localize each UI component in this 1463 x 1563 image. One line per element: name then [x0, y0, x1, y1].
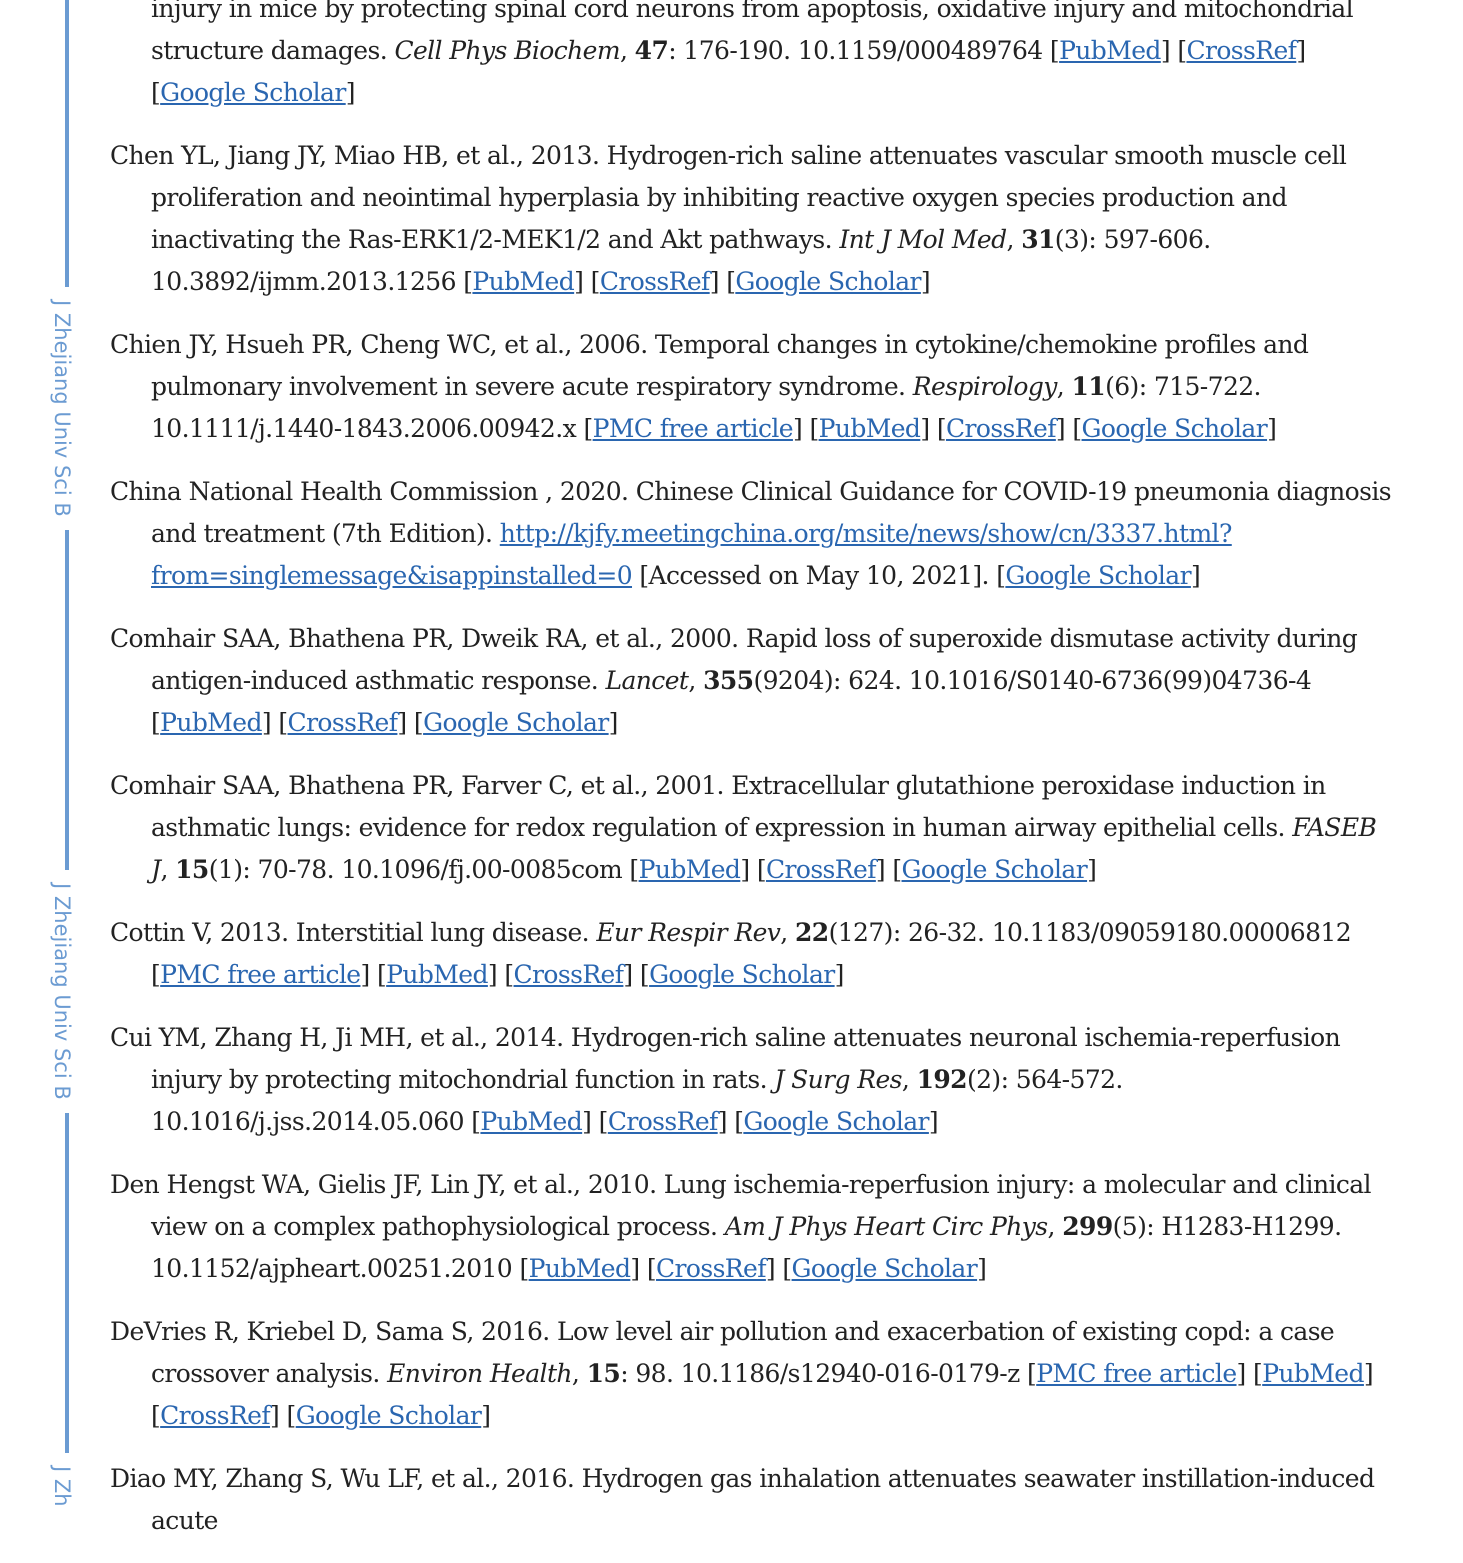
journal-name: Am J Phys Heart Circ Phys — [724, 1212, 1048, 1241]
reference-text: Cottin V, 2013. Interstitial lung disease. — [110, 918, 589, 947]
google-scholar-link[interactable]: Google Scholar — [743, 1107, 929, 1136]
google-scholar-link[interactable]: Google Scholar — [901, 855, 1088, 884]
reference-item: Comhair SAA, Bhathena PR, Dweik RA, et al., 2000. Rapid loss of superoxide dismutase activity during antigen-induced asthmatic response. Lancet, 355(9204): 624. 10.1016/S0140-6736(99)04736-4 [PubMed] [CrossRef] [Google Scholar] — [110, 624, 1358, 737]
reference-list — [110, 0, 1400, 1563]
reference-text: China National Health Commission , 2020. Chinese Clinical Guidance for COVID-19 pneumonia diagnosis and treatment (7th Edition). — [110, 477, 1391, 548]
citation-details: (9204): 624. 10.1016/S0140-6736(99)04736-4 — [753, 666, 1312, 695]
citation-details: (2): 564-572. 10.1016/j.jss.2014.05.060 — [151, 1065, 1123, 1136]
crossref-link[interactable]: CrossRef — [1186, 36, 1297, 65]
reference-item: Den Hengst WA, Gielis JF, Lin JY, et al., 2010. Lung ischemia-reperfusion injury: a molecular and clinical view on a complex pathophysiological process. Am J Phys Heart Circ Phys, 299(5): H1283-H1299. 10.1152/ajpheart.00251.2010 [PubMed] [CrossRef] [Google Scholar] — [110, 1170, 1371, 1283]
reference-text: Diao MY, Zhang S, Wu LF, et al., 2016. Hydrogen gas inhalation attenuates seawater instillation-induced acute — [110, 1464, 1375, 1535]
volume: 22 — [795, 918, 829, 947]
crossref-link[interactable]: CrossRef — [287, 708, 398, 737]
volume: 299 — [1062, 1212, 1113, 1241]
crossref-link[interactable]: CrossRef — [765, 855, 876, 884]
journal-name: Lancet — [605, 666, 689, 695]
watermark-line — [65, 0, 69, 287]
pubmed-link[interactable]: PubMed — [638, 855, 741, 884]
reference-item: injury in mice by protecting spinal cord neurons from apoptosis, oxidative injury and mitochondrial structure damages. Cell Phys Biochem, 47: 176-190. 10.1159/000489764 [PubMed] [CrossRef] [Google Scholar] — [110, 0, 1400, 114]
reference-text: Comhair SAA, Bhathena PR, Dweik RA, et al., 2000. Rapid loss of superoxide dismutase activity during antigen-induced asthmatic response. — [110, 624, 1358, 695]
accessed-date: [Accessed on May 10, 2021]. — [639, 561, 997, 590]
reference-text: Den Hengst WA, Gielis JF, Lin JY, et al., 2010. Lung ischemia-reperfusion injury: a molecular and clinical view on a complex pathophysiological process. — [110, 1170, 1371, 1241]
citation-details: (5): H1283-H1299. 10.1152/ajpheart.00251.2010 — [151, 1212, 1342, 1283]
pubmed-link[interactable]: PubMed — [1262, 1359, 1364, 1388]
pubmed-link[interactable]: PubMed — [818, 414, 921, 443]
citation-details: : 176-190. 10.1159/000489764 — [668, 36, 1043, 65]
journal-name: Cell Phys Biochem — [394, 36, 620, 65]
citation-details: (6): 715-722. 10.1111/j.1440-1843.2006.00942.x — [151, 372, 1261, 443]
reference-text: DeVries R, Kriebel D, Sama S, 2016. Low level air pollution and exacerbation of existing copd: a case crossover analysis. — [110, 1317, 1335, 1388]
google-scholar-link[interactable]: Google Scholar — [160, 78, 346, 107]
reference-text: injury in mice by protecting spinal cord neurons from apoptosis, oxidative injury and mitochondrial structure damages. — [151, 0, 1353, 65]
reference-item: Chien JY, Hsueh PR, Cheng WC, et al., 2006. Temporal changes in cytokine/chemokine profiles and pulmonary involvement in severe acute respiratory syndrome. Respirology, 11(6): 715-722. 10.1111/j.1440-1843.2006.00942.x [PMC free article] [PubMed] [CrossRef] [Google Scholar] — [110, 330, 1309, 443]
volume: 15 — [586, 1359, 621, 1388]
pubmed-link[interactable]: PubMed — [480, 1107, 583, 1136]
journal-watermark-rail — [40, 0, 84, 1543]
reference-item: DeVries R, Kriebel D, Sama S, 2016. Low level air pollution and exacerbation of existing copd: a case crossover analysis. Environ Health, 15: 98. 10.1186/s12940-016-0179-z [PMC free article] [PubMed] [CrossRef] [Google Scholar] — [110, 1317, 1374, 1430]
reference-text: Comhair SAA, Bhathena PR, Farver C, et al., 2001. Extracellular glutathione peroxidase induction in asthmatic lungs: evidence for redox regulation of expression in human airway epithelial cells. — [110, 771, 1326, 842]
reference-text: Chen YL, Jiang JY, Miao HB, et al., 2013. Hydrogen-rich saline attenuates vascular smooth muscle cell proliferation and neointimal hyperplasia by inhibiting reactive oxygen species production and inactivating the Ras-ERK1/2-MEK1/2 and Akt pathways. — [110, 141, 1347, 254]
google-scholar-link[interactable]: Google Scholar — [791, 1254, 978, 1283]
citation-details: (3): 597-606. 10.3892/ijmm.2013.1256 — [151, 225, 1211, 296]
volume: 355 — [703, 666, 754, 695]
pubmed-link[interactable]: PubMed — [472, 267, 575, 296]
reference-item: Chen YL, Jiang JY, Miao HB, et al., 2013. Hydrogen-rich saline attenuates vascular smooth muscle cell proliferation and neointimal hyperplasia by inhibiting reactive oxygen species production and inactivating the Ras-ERK1/2-MEK1/2 and Akt pathways. Int J Mol Med, 31(3): 597-606. 10.3892/ijmm.2013.1256 [PubMed] [CrossRef] [Google Scholar] — [110, 141, 1347, 296]
citation-details: : 98. 10.1186/s12940-016-0179-z — [620, 1359, 1020, 1388]
reference-item: China National Health Commission , 2020. Chinese Clinical Guidance for COVID-19 pneumonia diagnosis and treatment (7th Edition). http://kjfy.meetingchina.org/msite/news/show/cn/3337.html?from=singlemessage&isappinstalled=0 [Accessed on May 10, 2021]. [Google Scholar] — [110, 477, 1391, 590]
volume: 47 — [634, 36, 669, 65]
citation-details: (1): 70-78. 10.1096/fj.00-0085com — [208, 855, 623, 884]
volume: 11 — [1071, 372, 1106, 401]
pubmed-link[interactable]: PubMed — [386, 960, 488, 989]
reference-text: Cui YM, Zhang H, Ji MH, et al., 2014. Hydrogen-rich saline attenuates neuronal ischemia-reperfusion injury by protecting mitochondrial function in rats. — [110, 1023, 1341, 1094]
pubmed-link[interactable]: PubMed — [528, 1254, 631, 1283]
volume: 31 — [1021, 225, 1055, 254]
journal-name: FASEB J — [151, 813, 1377, 884]
journal-name: Eur Respir Rev — [596, 918, 781, 947]
google-scholar-link[interactable]: Google Scholar — [1081, 414, 1268, 443]
crossref-link[interactable]: CrossRef — [513, 960, 624, 989]
google-scholar-link[interactable]: Google Scholar — [423, 708, 609, 737]
reference-item: Cottin V, 2013. Interstitial lung disease. Eur Respir Rev, 22(127): 26-32. 10.1183/09059180.00006812 [PMC free article] [PubMed] [CrossRef] [Google Scholar] — [110, 918, 1351, 989]
google-scholar-link[interactable]: Google Scholar — [649, 960, 835, 989]
crossref-link[interactable]: CrossRef — [656, 1254, 766, 1283]
volume: 192 — [916, 1065, 967, 1094]
reference-item: Comhair SAA, Bhathena PR, Farver C, et al., 2001. Extracellular glutathione peroxidase induction in asthmatic lungs: evidence for redox regulation of expression in human airway epithelial cells. FASEB J, 15(1): 70-78. 10.1096/fj.00-0085com [PubMed] [CrossRef] [Google Scholar] — [110, 771, 1377, 884]
pmc-free-article-link[interactable]: PMC free article — [592, 414, 793, 443]
volume: 15 — [175, 855, 209, 884]
journal-name: Respirology — [912, 372, 1057, 401]
watermark-label: J Zh — [50, 1465, 74, 1507]
crossref-link[interactable]: CrossRef — [599, 267, 710, 296]
google-scholar-link[interactable]: Google Scholar — [295, 1401, 482, 1430]
pmc-free-article-link[interactable]: PMC free article — [1036, 1359, 1237, 1388]
google-scholar-link[interactable]: Google Scholar — [735, 267, 921, 296]
citation-details: (127): 26-32. 10.1183/09059180.00006812 — [828, 918, 1351, 947]
crossref-link[interactable]: CrossRef — [160, 1401, 271, 1430]
guidance-url-link[interactable]: http://kjfy.meetingchina.org/msite/news/show/cn/3337.html?from=singlemessage&isappinstalled=0 — [151, 519, 1232, 590]
reference-item — [110, 1458, 1400, 1542]
google-scholar-link[interactable]: Google Scholar — [1005, 561, 1191, 590]
journal-name: Environ Health — [387, 1359, 572, 1388]
reference-item: Cui YM, Zhang H, Ji MH, et al., 2014. Hydrogen-rich saline attenuates neuronal ischemia-reperfusion injury by protecting mitochondrial function in rats. J Surg Res, 192(2): 564-572. 10.1016/j.jss.2014.05.060 [PubMed] [CrossRef] [Google Scholar] — [110, 1023, 1341, 1136]
watermark-line — [65, 530, 69, 870]
journal-name: Int J Mol Med — [839, 225, 1007, 254]
crossref-link[interactable]: CrossRef — [945, 414, 1056, 443]
pubmed-link[interactable]: PubMed — [1059, 36, 1161, 65]
watermark-line — [65, 1113, 69, 1453]
crossref-link[interactable]: CrossRef — [607, 1107, 718, 1136]
pmc-free-article-link[interactable]: PMC free article — [160, 960, 361, 989]
journal-name: J Surg Res — [774, 1065, 902, 1094]
reference-text: Chien JY, Hsueh PR, Cheng WC, et al., 2006. Temporal changes in cytokine/chemokine profiles and pulmonary involvement in severe acute respiratory syndrome. — [110, 330, 1309, 401]
watermark-label: J Zhejiang Univ Sci B — [50, 882, 74, 1100]
pubmed-link[interactable]: PubMed — [160, 708, 262, 737]
watermark-label: J Zhejiang Univ Sci B — [50, 299, 74, 517]
